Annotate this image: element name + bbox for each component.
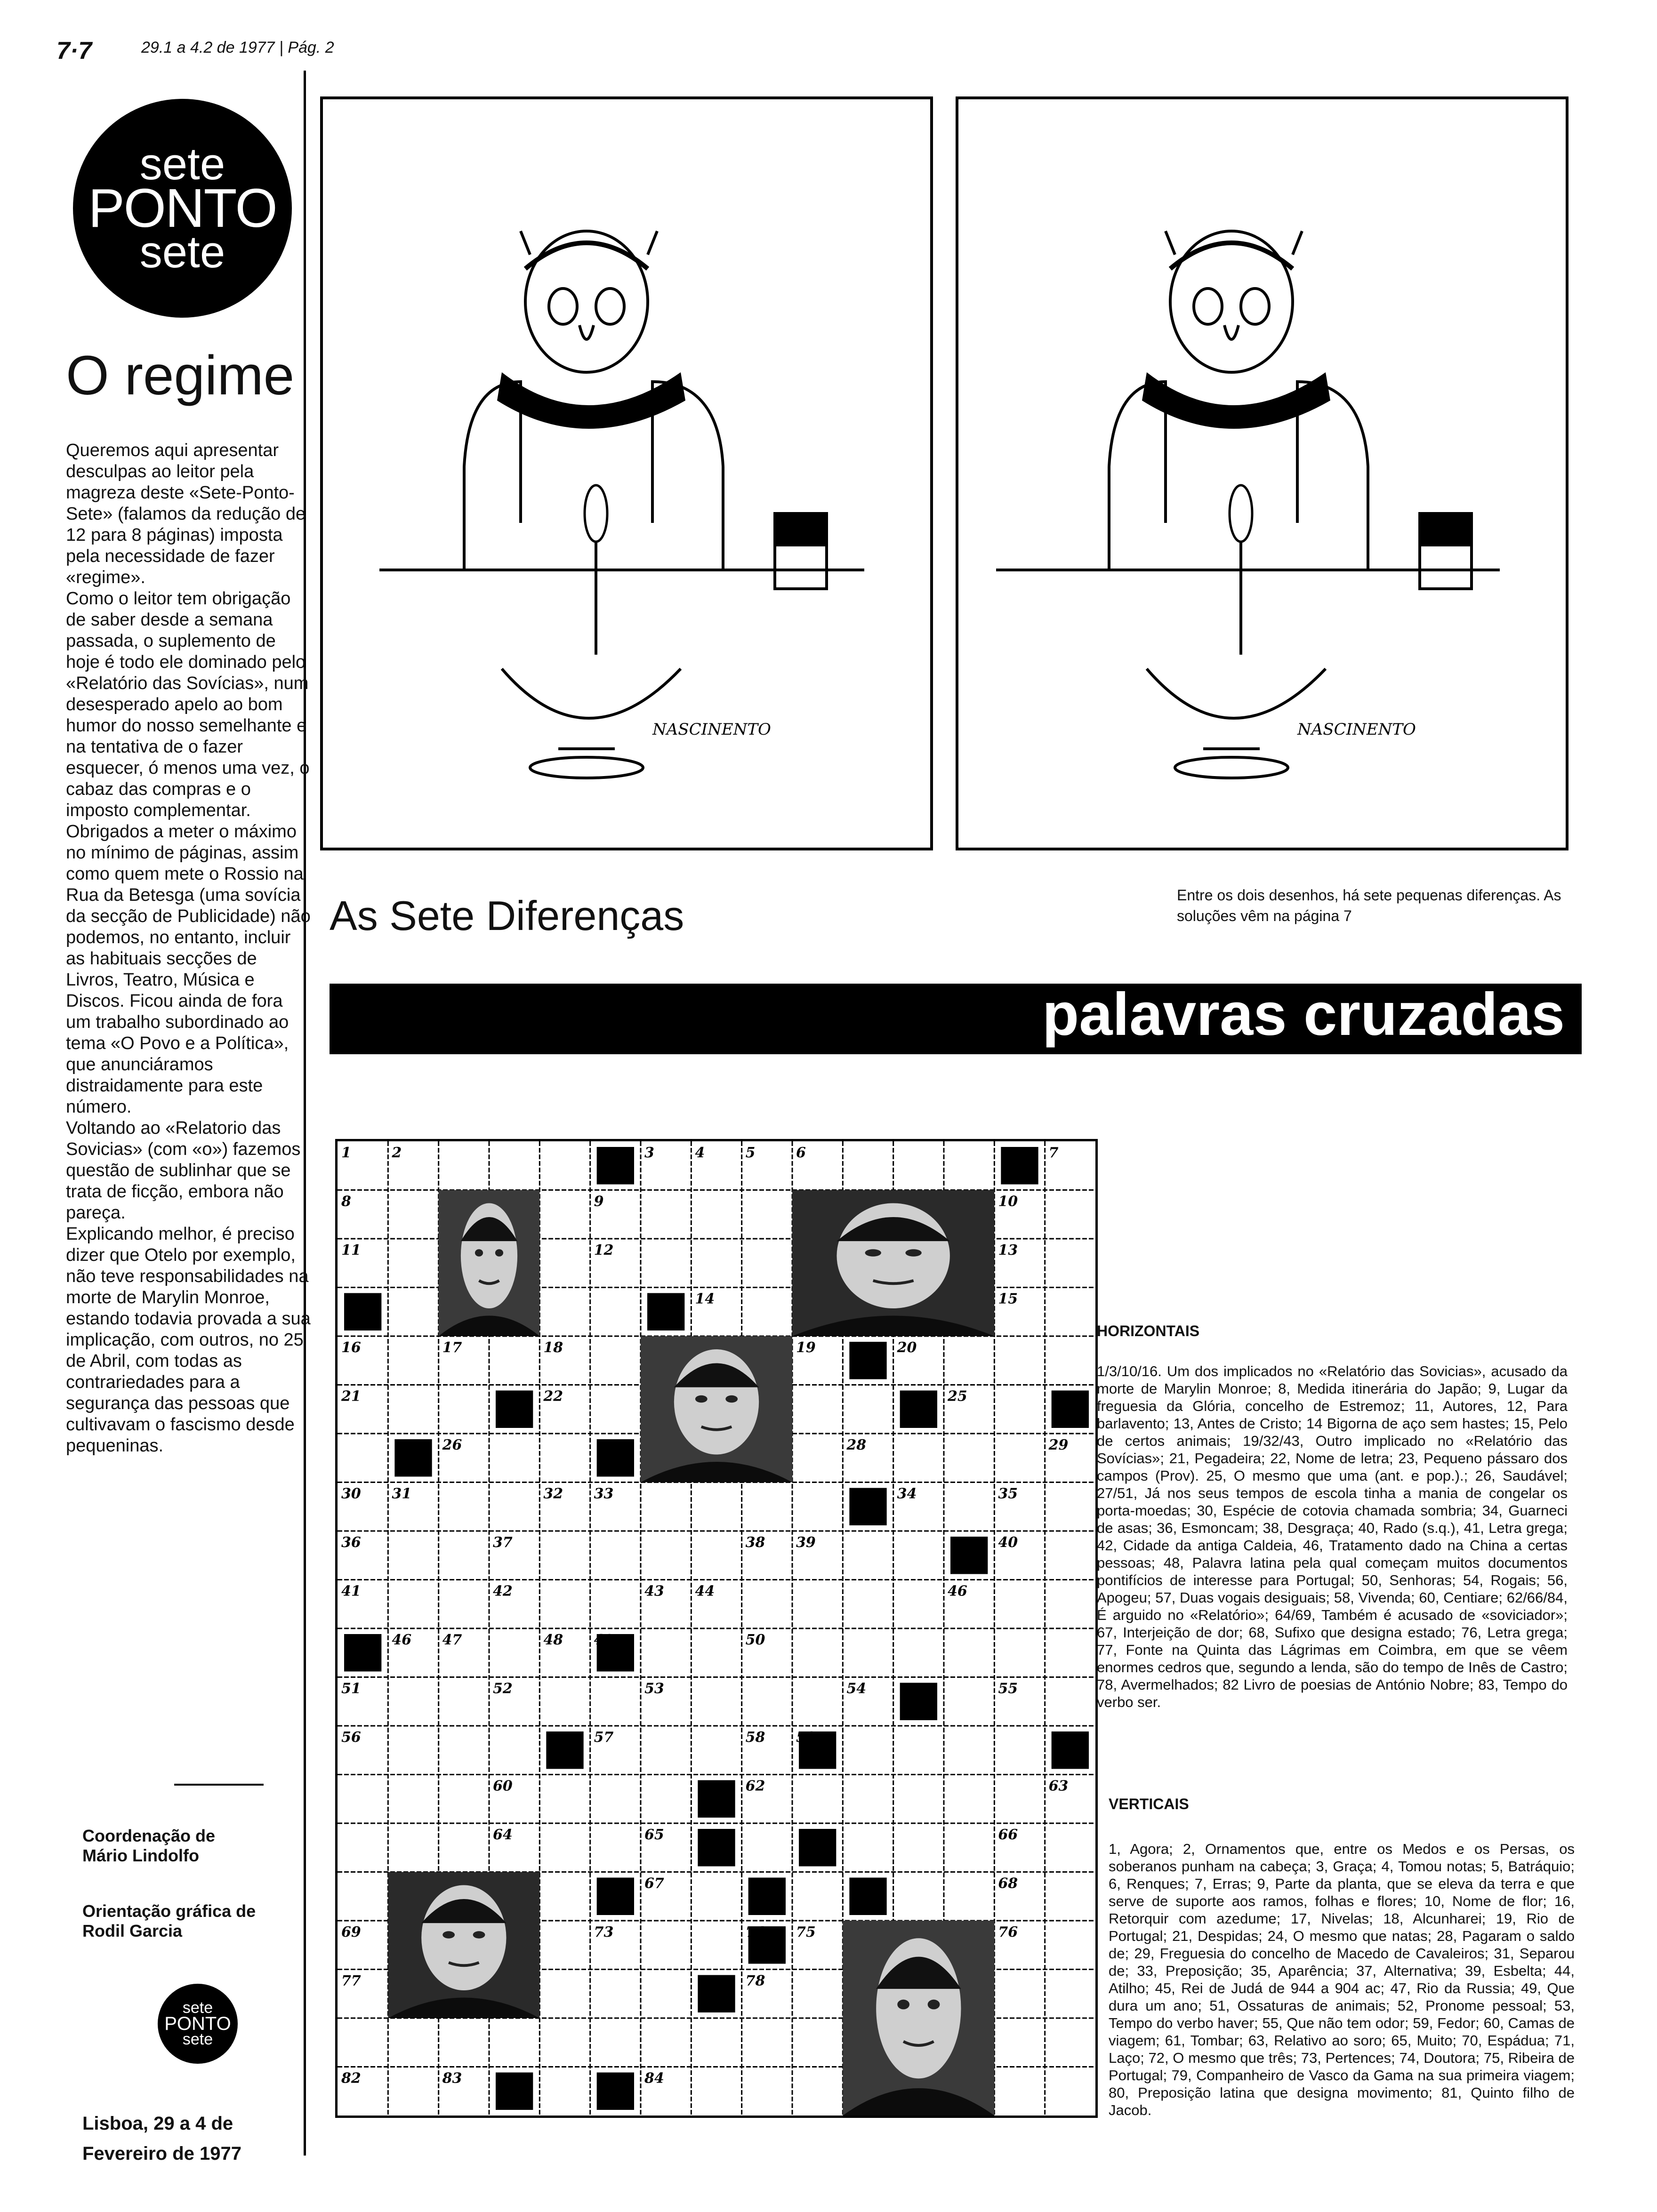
masthead-logo: 7·7: [56, 37, 92, 64]
black-cell: [799, 1829, 836, 1867]
crossword-grid[interactable]: [335, 1139, 1098, 2118]
cell-number: 10: [998, 1193, 1018, 1210]
cell-number: 28: [846, 1437, 867, 1453]
footer-place-date: Lisboa, 29 a 4 de Fevereiro de 1977: [82, 2113, 241, 2164]
cell-number: 26: [442, 1437, 462, 1453]
article-title: O regime: [66, 345, 295, 407]
cell-number: 76: [998, 1924, 1018, 1940]
portrait-photo: [792, 1190, 994, 1337]
cell-number: 20: [897, 1339, 917, 1356]
black-cell: [698, 1829, 735, 1867]
cell-number: 69: [341, 1924, 361, 1940]
cell-number: 56: [341, 1729, 361, 1746]
horizontal-clues: 1/3/10/16. Um dos implicados no «Relatório das Sovicias», acusado da morte de Marylin Monroe; 8, Medida itinerária do Japão; 9, Lugar da freguesia da Glória, concelho de Estremoz; 11, Autores, 12, Para barlavento; 13, Antes de Cristo; 14 Bigorna de aço sem hastes; 15, Pelo de certos animais; 19/32/43, Outro implicado no «Relatório das Sovícias»; 21, Pegadeira; 22, Nome de letra; 23, Pequeno pássaro dos campos (Prov). 25, O mesmo que uma (ant. e pop.).; 26, Saudável; 27/51, Já nos seus tempos de escola tinha a mania de congelar os porta-moedas; 30, Espécie de cotovia chamada sombria; 34, Guarneci de asas; 36, Esmoncam; 38, Desgraça; 40, Rado (s.q.), 41, Letra grega; 42, Cidade da antiga Caldeia, 46, Tratamento dado na China a certas pessoas; 48, Palavra latina pela qual começam muitos documentos pontifícios de interesse para Portugal; 50, Senhoras; 54, Rogais; 56, Apogeu; 57, Duas vogais desiguais; 58, Vivenda; 60, Centiare; 62/66/84, É arguido no «Relatório»; 64/69, Também é acusado de «soviciador»; 67, Interjeição de dor; 68, Sufixo que designa estado; 76, Letra grega; 77, Fonte na Quinta das Lágrimas em Coimbra, em que se vêem enormes cedros que, segundo a lenda, são do tempo de Inês de Castro; 78, Avermelhados; 82 Livro de poesias de António Nobre; 83, Tempo do verbo ser.: [1097, 1363, 1568, 1710]
cartoon-signature-right: NASCINENTO: [1297, 720, 1416, 739]
cell-number: 39: [796, 1534, 816, 1551]
cell-number: 75: [796, 1924, 816, 1940]
cell-number: 78: [745, 1972, 765, 1989]
cell-number: 12: [594, 1242, 614, 1258]
cell-number: 25: [948, 1388, 967, 1405]
small-logo: [158, 1984, 238, 2064]
cell-number: 64: [493, 1827, 513, 1843]
cell-number: 50: [745, 1632, 765, 1648]
black-cell: [597, 1439, 634, 1477]
cell-number: 35: [998, 1485, 1018, 1502]
cell-number: 5: [745, 1145, 756, 1161]
black-cell: [647, 1293, 684, 1331]
credits-rule: [174, 1784, 264, 1786]
portrait-photo: [388, 1872, 539, 2019]
cell-number: 77: [341, 1972, 361, 1989]
cell-number: 21: [341, 1388, 361, 1405]
small-logo-line-2: PONTO: [164, 2013, 231, 2034]
cell-number: 18: [543, 1339, 563, 1356]
cell-number: 17: [442, 1339, 462, 1356]
article-paragraph: Queremos aqui apresentar desculpas ao leitor pela magreza deste «Sete-Ponto-Sete» (falamos da redução de 12 para 8 páginas) imposta pela necessidade de fazer «regime».: [66, 441, 306, 587]
black-cell: [748, 1878, 786, 1915]
black-cell: [1052, 1391, 1089, 1428]
cell-number: 54: [846, 1680, 867, 1697]
cell-number: 42: [493, 1583, 513, 1600]
portrait-photo: [641, 1336, 792, 1483]
cell-number: 13: [998, 1242, 1018, 1258]
cell-number: 30: [341, 1485, 361, 1502]
cell-number: 63: [1048, 1778, 1069, 1795]
differences-title: As Sete Diferenças: [330, 892, 684, 939]
cell-number: 36: [341, 1534, 361, 1551]
vertical-clues: 1, Agora; 2, Ornamentos que, entre os Medos e os Persas, os soberanos punham na cabeça; 3, Graça; 4, Tomou notas; 5, Batráquio; 6, Renques; 7, Erras; 9, Parte da planta, que se eleva da terra e que serve de suporte aos ramos, folhas e flores; 10, Nome de flor; 16, Retorquir com azedume; 17, Nivelas; 18, Alcunharei; 19, Rio de Portugal; 21, Despidas; 24, O mesmo que natas; 28, Pagaram o saldo de; 29, Freguesia do concelho de Macedo de Cavaleiros; 31, Separou de; 33, Preposição; 35, Aparência; 37, Alternativa; 39, Esbelta; 44, Atilho; 45, Rei de Judá de 944 a 904 ac; 47, Rio da Russia; 49, Que dura um ano; 51, Ossaturas de animais; 52, Pronome pessoal; 53, Tempo do verbo haver; 55, Que não tem odor; 59, Fedor; 60, Camas de viagem; 61, Tombar; 63, Relativo ao soro; 65, Muito; 70, Espádua; 71, Laço; 72, O mesmo que três; 73, Pertences; 74, Doutora; 75, Ribeira de Portugal; 79, Companheiro de Vasco da Gama na sua primeira viagem; 80, Preposição latina que designa movimento; 81, Quinto filho de Jacob.: [1109, 1841, 1575, 2118]
black-cell: [597, 1147, 634, 1185]
small-logo-line-1: sete: [182, 1999, 213, 2017]
small-logo-line-3: sete: [182, 2030, 213, 2048]
cell-number: 31: [392, 1485, 412, 1502]
horizontal-heading: HORIZONTAIS: [1097, 1322, 1200, 1339]
cell-number: 66: [998, 1827, 1018, 1843]
black-cell: [849, 1878, 886, 1915]
cell-number: 41: [341, 1583, 361, 1600]
vertical-heading: VERTICAIS: [1109, 1795, 1189, 1812]
article-paragraph: Voltando ao «Relatorio das Sovicias» (com «o») fazemos questão de sublinhar que se trata de ficção, embora não pareça.: [66, 1118, 301, 1223]
cell-number: 44: [695, 1583, 715, 1600]
cell-number: 19: [796, 1339, 816, 1356]
cell-number: 8: [341, 1193, 351, 1210]
black-cell: [698, 1780, 735, 1818]
crossword-grid-svg: [338, 1141, 1095, 2116]
black-cell: [950, 1537, 988, 1574]
article-paragraph: Explicando melhor, é preciso dizer que Otelo por exemplo, não teve responsabilidades na morte de Marylin Monroe, estando todavia provada a sua implicação, com outros, no 25 de Abril, com todas as contrariedades para a segurança das pessoas que cultivavam o fascismo desde pequeninas.: [66, 1224, 311, 1456]
cell-number: 14: [695, 1290, 715, 1307]
cell-number: 84: [644, 2070, 664, 2087]
credit-graphic: Orientação gráfica de Rodil Garcia: [82, 1901, 256, 1940]
cell-number: 33: [594, 1485, 614, 1502]
cartoon-left: [320, 96, 933, 850]
cell-number: 46: [392, 1632, 412, 1648]
black-cell: [1052, 1731, 1089, 1769]
black-cell: [394, 1439, 432, 1477]
cell-number: 37: [493, 1534, 513, 1551]
cell-number: 7: [1048, 1145, 1059, 1161]
cell-number: 34: [897, 1485, 917, 1502]
cell-number: 49: [594, 1632, 614, 1648]
cell-number: 74: [745, 1924, 765, 1940]
article-paragraph: Obrigados a meter o máximo no mínimo de páginas, assim como quem mete o Rossio na Rua da Betesga (uma sovícia da secção de Publicidade) não podemos, no entanto, incluir as habituais secções de Livros, Teatro, Música e Discos. Ficou ainda de fora um trabalho subordinado ao tema «O Povo e a Política», que anunciáramos distraidamente para este número.: [66, 822, 311, 1117]
black-cell: [849, 1342, 886, 1379]
article-paragraph: Como o leitor tem obrigação de saber desde a semana passada, o suplemento de hoje é todo ele dominado pelo «Relatório das Sovícias», num desesperado apelo ao bom humor do nosso semelhante e na tentativa de o fazer esquecer, ó menos uma vez, o cabaz das compras e o imposto complementar.: [66, 589, 310, 820]
cell-number: 43: [644, 1583, 664, 1600]
cell-number: 82: [341, 2070, 361, 2087]
cell-number: 65: [644, 1827, 664, 1843]
black-cell: [849, 1488, 886, 1526]
black-cell: [900, 1391, 937, 1428]
cell-number: 53: [644, 1680, 664, 1697]
cell-number: 52: [493, 1680, 513, 1697]
cell-number: 40: [998, 1534, 1018, 1551]
black-cell: [597, 1878, 634, 1915]
cell-number: 46: [948, 1583, 967, 1600]
cell-number: 62: [745, 1778, 765, 1795]
cell-number: 68: [998, 1875, 1018, 1892]
logo-line-1: sete: [139, 138, 225, 189]
cell-number: 6: [796, 1145, 806, 1161]
cell-number: 16: [341, 1339, 361, 1356]
cell-number: 3: [644, 1145, 654, 1161]
cell-number: 67: [644, 1875, 664, 1892]
cell-number: 32: [543, 1485, 563, 1502]
cell-number: 48: [543, 1632, 563, 1648]
cartoon-drawing-right: [958, 99, 1566, 848]
cell-number: 51: [341, 1680, 361, 1697]
black-cell: [698, 1975, 735, 2013]
cell-number: 15: [998, 1290, 1018, 1307]
cell-number: 73: [594, 1924, 614, 1940]
cell-number: 29: [1048, 1437, 1069, 1453]
cell-number: 2: [392, 1145, 402, 1161]
crossword-banner: [330, 981, 1582, 1054]
cell-number: 55: [998, 1680, 1018, 1697]
portrait-photo: [843, 1921, 994, 2116]
cell-number: 22: [543, 1388, 563, 1405]
cartoon-signature-left: NASCINENTO: [652, 720, 771, 739]
logo-line-3: sete: [139, 226, 225, 277]
cell-number: 38: [745, 1534, 765, 1551]
black-cell: [344, 1293, 381, 1331]
cell-number: 4: [695, 1145, 705, 1161]
portrait-photo: [439, 1190, 540, 1337]
credit-coordination: Coordenação de Mário Lindolfo: [82, 1826, 216, 1865]
black-cell: [496, 2073, 533, 2110]
cartoon-drawing-left: [323, 99, 930, 848]
cell-number: 83: [442, 2070, 462, 2087]
cell-number: 11: [341, 1242, 361, 1258]
issue-date-page: 29.1 a 4.2 de 1977 | Pág. 2: [141, 39, 334, 56]
black-cell: [344, 1634, 381, 1672]
crossword-title: palavras cruzadas: [1042, 981, 1565, 1048]
cell-number: 58: [745, 1729, 765, 1746]
cartoon-right: [956, 96, 1569, 850]
cell-number: 9: [594, 1193, 604, 1210]
logo-line-2: PONTO: [88, 177, 277, 239]
sete-ponto-sete-logo: [73, 99, 292, 318]
black-cell: [546, 1731, 583, 1769]
cell-number: 1: [341, 1145, 351, 1161]
black-cell: [900, 1683, 937, 1721]
cell-number: 57: [594, 1729, 614, 1746]
cell-number: 60: [493, 1778, 513, 1795]
differences-note: Entre os dois desenhos, há sete pequenas diferenças. As soluções vêm na página 7: [1177, 887, 1561, 924]
black-cell: [496, 1391, 533, 1428]
black-cell: [597, 2073, 634, 2110]
black-cell: [1001, 1147, 1038, 1185]
cell-number: 47: [442, 1632, 462, 1648]
cell-number: 59: [796, 1729, 816, 1746]
article-body: [66, 440, 311, 1457]
